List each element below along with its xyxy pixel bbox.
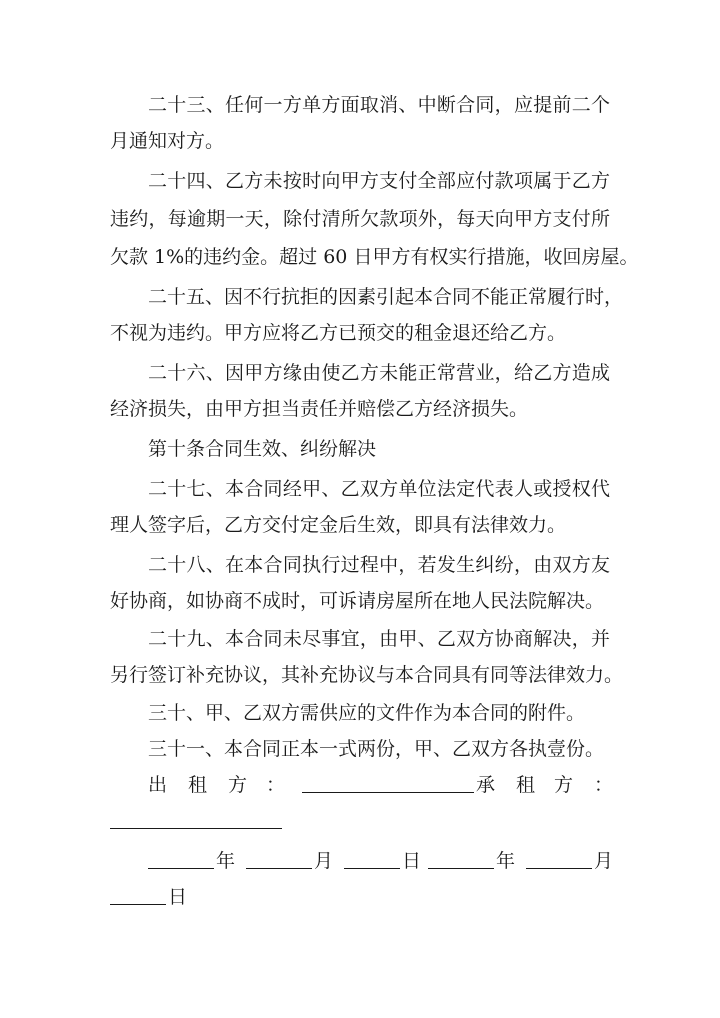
- clause-31: 三十一、本合同正本一式两份，甲、乙双方各执壹份。: [148, 738, 605, 760]
- lessee-day-label: 日: [168, 886, 188, 908]
- clause-29-line-2: 另行签订补充协议，其补充协议与本合同具有同等法律效力。: [110, 664, 624, 686]
- clause-24-line-1: 二十四、乙方未按时向甲方支付全部应付款项属于乙方: [148, 170, 610, 192]
- article-10-heading: 第十条合同生效、纠纷解决: [148, 438, 377, 460]
- lessee-year-blank[interactable]: [428, 850, 494, 869]
- lessor-month-label: 月: [314, 850, 334, 872]
- clause-29-line-1: 二十九、本合同未尽事宜，由甲、乙双方协商解决，并: [148, 628, 610, 650]
- lessor-label-char-2: 租: [188, 774, 208, 796]
- lessee-label-colon: ：: [594, 774, 614, 796]
- clause-24-line-3: 欠款 1%的违约金。超过 60 日甲方有权实行措施，收回房屋。: [110, 246, 639, 268]
- lessor-day-blank[interactable]: [344, 850, 400, 869]
- lessee-month-label: 月: [594, 850, 614, 872]
- clause-26-line-2: 经济损失，由甲方担当责任并赔偿乙方经济损失。: [110, 398, 529, 420]
- clause-27-line-1: 二十七、本合同经甲、乙双方单位法定代表人或授权代: [148, 478, 610, 500]
- lessor-month-blank[interactable]: [246, 850, 312, 869]
- lessor-signature-blank[interactable]: [302, 774, 474, 793]
- clause-27-line-2: 理人签字后，乙方交付定金后生效，即具有法律效力。: [110, 514, 567, 536]
- date-row: [148, 848, 614, 874]
- lessee-label-char-3: 方: [554, 774, 574, 796]
- clause-30: 三十、甲、乙双方需供应的文件作为本合同的附件。: [148, 702, 586, 724]
- lessee-month-blank[interactable]: [526, 850, 592, 869]
- lessor-label-char-1: 出: [148, 774, 168, 796]
- clause-25-line-1: 二十五、因不行抗拒的因素引起本合同不能正常履行时，: [148, 286, 624, 308]
- lessor-year-label: 年: [216, 850, 236, 872]
- clause-24-line-2: 违约，每逾期一天，除付清所欠款项外，每天向甲方支付所: [110, 208, 610, 230]
- lessor-label-colon: ：: [266, 774, 286, 796]
- clause-28-line-2: 好协商，如协商不成时，可诉请房屋所在地人民法院解决。: [110, 590, 605, 612]
- clause-28-line-1: 二十八、在本合同执行过程中，若发生纠纷，由双方友: [148, 554, 610, 576]
- clause-25-line-2: 不视为违约。甲方应将乙方已预交的租金退还给乙方。: [110, 322, 567, 344]
- clause-23-line-2: 月通知对方。: [110, 130, 225, 152]
- lessor-year-blank[interactable]: [148, 850, 214, 869]
- signature-row: [148, 772, 614, 798]
- lessee-signature-blank[interactable]: [110, 810, 282, 829]
- lessee-year-label: 年: [496, 850, 516, 872]
- lessee-label-char-2: 租: [516, 774, 536, 796]
- lessor-day-label: 日: [402, 850, 422, 872]
- clause-23-line-1: 二十三、任何一方单方面取消、中断合同，应提前二个: [148, 94, 610, 116]
- lessee-day-blank[interactable]: [110, 886, 166, 905]
- lessee-label-char-1: 承: [476, 774, 496, 796]
- clause-26-line-1: 二十六、因甲方缘由使乙方未能正常营业，给乙方造成: [148, 362, 610, 384]
- lessor-label-char-3: 方: [228, 774, 248, 796]
